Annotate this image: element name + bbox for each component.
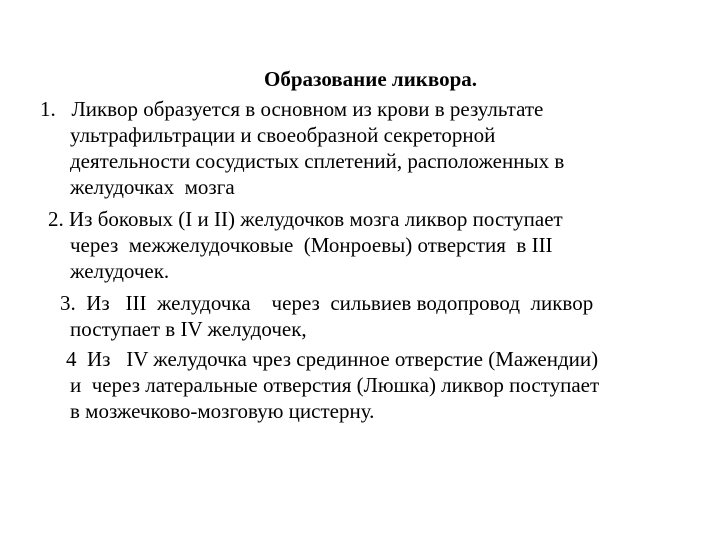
list-item-3-line-1: 3. Из III желудочка через сильвиев водопровод ликвор — [60, 291, 594, 315]
list-item-3-line-2: поступает в IV желудочек, — [70, 317, 307, 341]
list-item-4-line-2: и через латеральные отверстия (Люшка) ликвор поступает — [70, 373, 600, 397]
list-item-1-line-2: ультрафильтрации и своеобразной секреторной — [70, 123, 496, 147]
list-item-4-line-3: в мозжечково-мозговую цистерну. — [70, 399, 375, 423]
list-item-1-line-1: 1. Ликвор образуется в основном из крови в результате — [40, 97, 544, 121]
list-item-2-line-2: через межжелудочковые (Монроевы) отверстия в III — [70, 233, 553, 257]
list-item-4-line-1: 4 Из IV желудочка чрез срединное отверстие (Мажендии) — [66, 347, 599, 371]
list-item-2-line-3: желудочек. — [70, 259, 170, 283]
list-item-2-line-1: 2. Из боковых (I и II) желудочков мозга ликвор поступает — [48, 207, 563, 231]
list-item-1-line-3: деятельности сосудистых сплетений, расположенных в — [70, 149, 565, 173]
list-item-1-line-4: желудочках мозга — [70, 175, 235, 199]
slide-title: Образование ликвора. — [264, 67, 478, 91]
